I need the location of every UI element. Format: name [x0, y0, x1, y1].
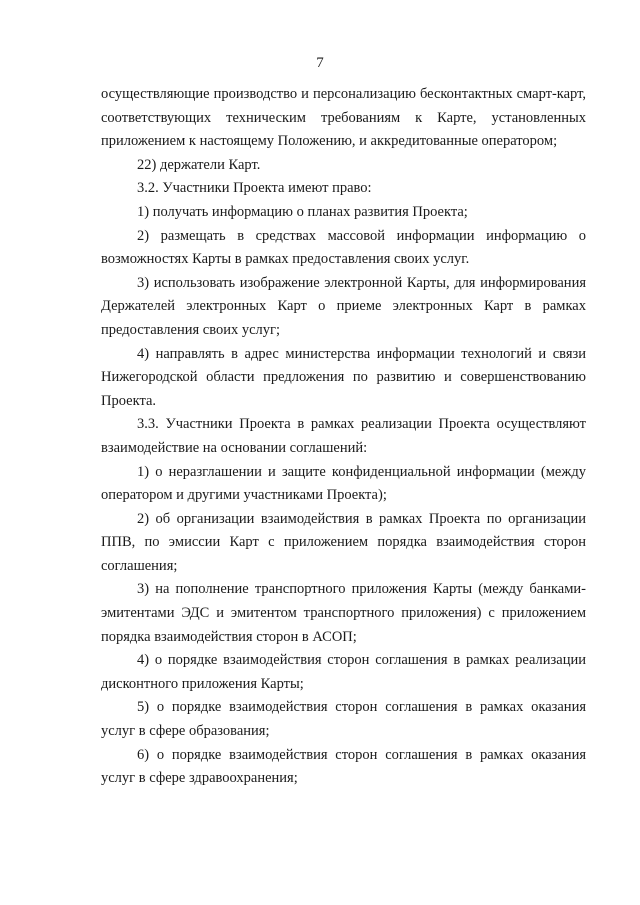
paragraph-agreement-3: 3) на пополнение транспортного приложения Карты (между банками-эмитентами ЭДС и эмитентом транспортного приложения) с приложением порядка взаимодействия сторон в АСОП;: [101, 581, 586, 645]
page-number: 7: [316, 55, 324, 71]
paragraph-agreement-5: 5) о порядке взаимодействия сторон соглашения в рамках оказания услуг в сфере образования;: [101, 699, 586, 740]
paragraph-agreement-1: 1) о неразглашении и защите конфиденциальной информации (между оператором и другими участниками Проекта);: [101, 463, 586, 504]
paragraph-continuation: осуществляющие производство и персонализацию бесконтактных смарт-карт, соответствующих техническим требованиям к Карте, установленных приложением к настоящему Положению, и аккредитованные оператором;: [101, 86, 586, 150]
paragraph-right-2: 2) размещать в средствах массовой информации информацию о возможностях Карты в рамках предоставления своих услуг.: [101, 227, 586, 268]
paragraph-right-4: 4) направлять в адрес министерства информации технологий и связи Нижегородской области предложения по развитию и совершенствованию Проекта.: [101, 345, 586, 409]
paragraph-list-item-22: 22) держатели Карт.: [137, 156, 261, 173]
paragraph-right-1: 1) получать информацию о планах развития Проекта;: [137, 203, 468, 220]
paragraph-agreement-2: 2) об организации взаимодействия в рамках Проекта по организации ППВ, по эмиссии Карт с приложением порядка взаимодействия сторон соглашения;: [101, 510, 586, 574]
paragraph-section-3-2: 3.2. Участники Проекта имеют право:: [137, 180, 372, 197]
paragraph-agreement-4: 4) о порядке взаимодействия сторон соглашения в рамках реализации дисконтного приложения Карты;: [101, 652, 586, 692]
paragraph-section-3-3: 3.3. Участники Проекта в рамках реализации Проекта осуществляют взаимодействие на основании соглашений:: [101, 416, 586, 456]
paragraph-agreement-6: 6) о порядке взаимодействия сторон соглашения в рамках оказания услуг в сфере здравоохранения;: [101, 746, 586, 787]
document-body: [101, 83, 586, 791]
paragraph-right-3: 3) использовать изображение электронной Карты, для информирования Держателей электронных Карт о приеме электронных Карт в рамках предоставления своих услуг;: [101, 274, 586, 338]
